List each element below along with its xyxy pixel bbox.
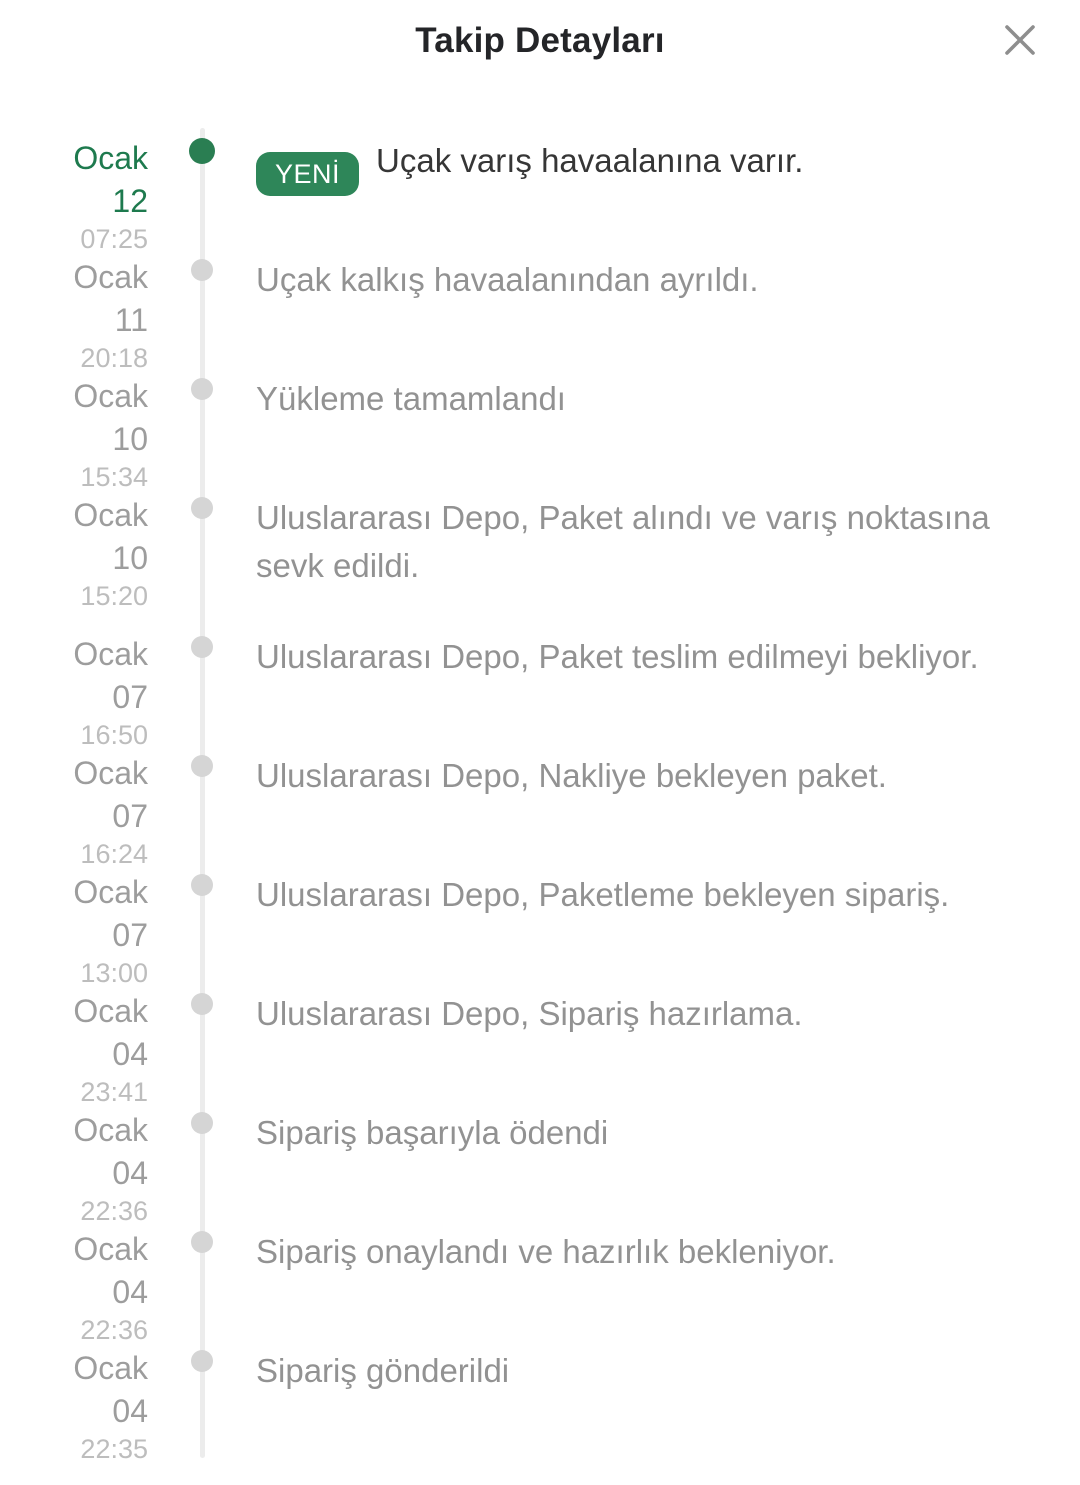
- event-description: Sipariş başarıyla ödendi: [256, 1114, 609, 1151]
- event-day: 07: [112, 917, 148, 953]
- event-month: Ocak: [73, 140, 148, 176]
- event-date: [0, 752, 148, 871]
- event-text: [256, 137, 1080, 239]
- timeline-dot-column: [148, 1109, 256, 1134]
- event-text: [256, 1347, 1080, 1438]
- event-time: 13:00: [80, 958, 148, 988]
- timeline-item: [0, 1109, 1080, 1228]
- timeline-dot-column: [148, 1347, 256, 1372]
- event-time: 07:25: [80, 224, 148, 254]
- event-date: [0, 1347, 148, 1466]
- timeline-dot: [191, 259, 213, 281]
- timeline-dot-column: [148, 375, 256, 400]
- event-text: [256, 256, 1080, 347]
- event-date: [0, 256, 148, 375]
- event-text: [256, 375, 1080, 466]
- event-date: [0, 137, 148, 256]
- timeline-dot: [191, 1112, 213, 1134]
- timeline-dot: [189, 138, 215, 164]
- event-month: Ocak: [73, 993, 148, 1029]
- timeline-item: [0, 375, 1080, 494]
- event-description: Yükleme tamamlandı: [256, 380, 566, 417]
- event-date: [0, 1228, 148, 1347]
- timeline-dot: [191, 636, 213, 658]
- timeline-item: [0, 1347, 1080, 1466]
- page-title: Takip Detayları: [415, 21, 665, 60]
- timeline-dot: [191, 1350, 213, 1372]
- event-description: Uçak kalkış havaalanından ayrıldı.: [256, 261, 759, 298]
- event-month: Ocak: [73, 1350, 148, 1386]
- event-month: Ocak: [73, 378, 148, 414]
- event-day: 12: [112, 183, 148, 219]
- event-description: Uçak varış havaalanına varır.: [376, 142, 804, 179]
- event-date: [0, 990, 148, 1109]
- event-day: 04: [112, 1155, 148, 1191]
- event-date: [0, 375, 148, 494]
- event-time: 22:36: [80, 1315, 148, 1345]
- timeline-dot: [191, 755, 213, 777]
- event-text: [256, 871, 1080, 962]
- modal-header: [0, 0, 1080, 85]
- timeline-item: [0, 137, 1080, 256]
- event-date: [0, 494, 148, 613]
- event-day: 10: [112, 421, 148, 457]
- event-month: Ocak: [73, 259, 148, 295]
- timeline-dot: [191, 1231, 213, 1253]
- event-month: Ocak: [73, 874, 148, 910]
- event-day: 07: [112, 798, 148, 834]
- timeline-dot: [191, 874, 213, 896]
- timeline-dot-column: [148, 633, 256, 658]
- event-day: 04: [112, 1036, 148, 1072]
- event-time: 15:20: [80, 581, 148, 611]
- event-text: [256, 494, 1080, 633]
- timeline-dot-column: [148, 137, 256, 164]
- event-time: 15:34: [80, 462, 148, 492]
- timeline-item: [0, 633, 1080, 752]
- timeline-item: [0, 871, 1080, 990]
- timeline-dot: [191, 497, 213, 519]
- timeline-dot-column: [148, 990, 256, 1015]
- timeline-dot: [191, 993, 213, 1015]
- event-description: Uluslararası Depo, Paketleme bekleyen sipariş.: [256, 876, 950, 913]
- event-day: 07: [112, 679, 148, 715]
- event-text: [256, 1228, 1080, 1319]
- timeline-dot-column: [148, 752, 256, 777]
- close-button[interactable]: [996, 16, 1044, 64]
- timeline: [0, 85, 1080, 1466]
- timeline-item: [0, 990, 1080, 1109]
- event-text: [256, 990, 1080, 1081]
- event-time: 22:36: [80, 1196, 148, 1226]
- event-text: [256, 752, 1080, 843]
- event-text: [256, 1109, 1080, 1200]
- timeline-track: [200, 128, 205, 1458]
- timeline-item: [0, 752, 1080, 871]
- event-month: Ocak: [73, 497, 148, 533]
- event-month: Ocak: [73, 636, 148, 672]
- event-day: 04: [112, 1393, 148, 1429]
- event-description: Uluslararası Depo, Paket alındı ve varış noktasına sevk edildi.: [256, 499, 990, 584]
- event-time: 16:50: [80, 720, 148, 750]
- event-description: Sipariş onaylandı ve hazırlık bekleniyor.: [256, 1233, 836, 1270]
- event-date: [0, 633, 148, 752]
- event-day: 11: [114, 302, 148, 338]
- event-month: Ocak: [73, 1112, 148, 1148]
- event-description: Uluslararası Depo, Nakliye bekleyen paket.: [256, 757, 887, 794]
- timeline-item: [0, 256, 1080, 375]
- timeline-dot: [191, 378, 213, 400]
- event-day: 04: [112, 1274, 148, 1310]
- new-badge: YENİ: [256, 152, 359, 196]
- event-description: Sipariş gönderildi: [256, 1352, 510, 1389]
- event-time: 23:41: [80, 1077, 148, 1107]
- timeline-item: [0, 1228, 1080, 1347]
- event-time: 16:24: [80, 839, 148, 869]
- timeline-dot-column: [148, 494, 256, 519]
- event-text: [256, 633, 1080, 724]
- event-month: Ocak: [73, 1231, 148, 1267]
- event-description: Uluslararası Depo, Sipariş hazırlama.: [256, 995, 803, 1032]
- timeline-item: [0, 494, 1080, 633]
- timeline-dot-column: [148, 256, 256, 281]
- event-day: 10: [112, 540, 148, 576]
- event-month: Ocak: [73, 755, 148, 791]
- event-time: 20:18: [80, 343, 148, 373]
- event-date: [0, 871, 148, 990]
- event-time: 22:35: [80, 1434, 148, 1464]
- event-date: [0, 1109, 148, 1228]
- timeline-dot-column: [148, 1228, 256, 1253]
- timeline-dot-column: [148, 871, 256, 896]
- event-description: Uluslararası Depo, Paket teslim edilmeyi bekliyor.: [256, 638, 979, 675]
- close-icon: [1000, 20, 1040, 60]
